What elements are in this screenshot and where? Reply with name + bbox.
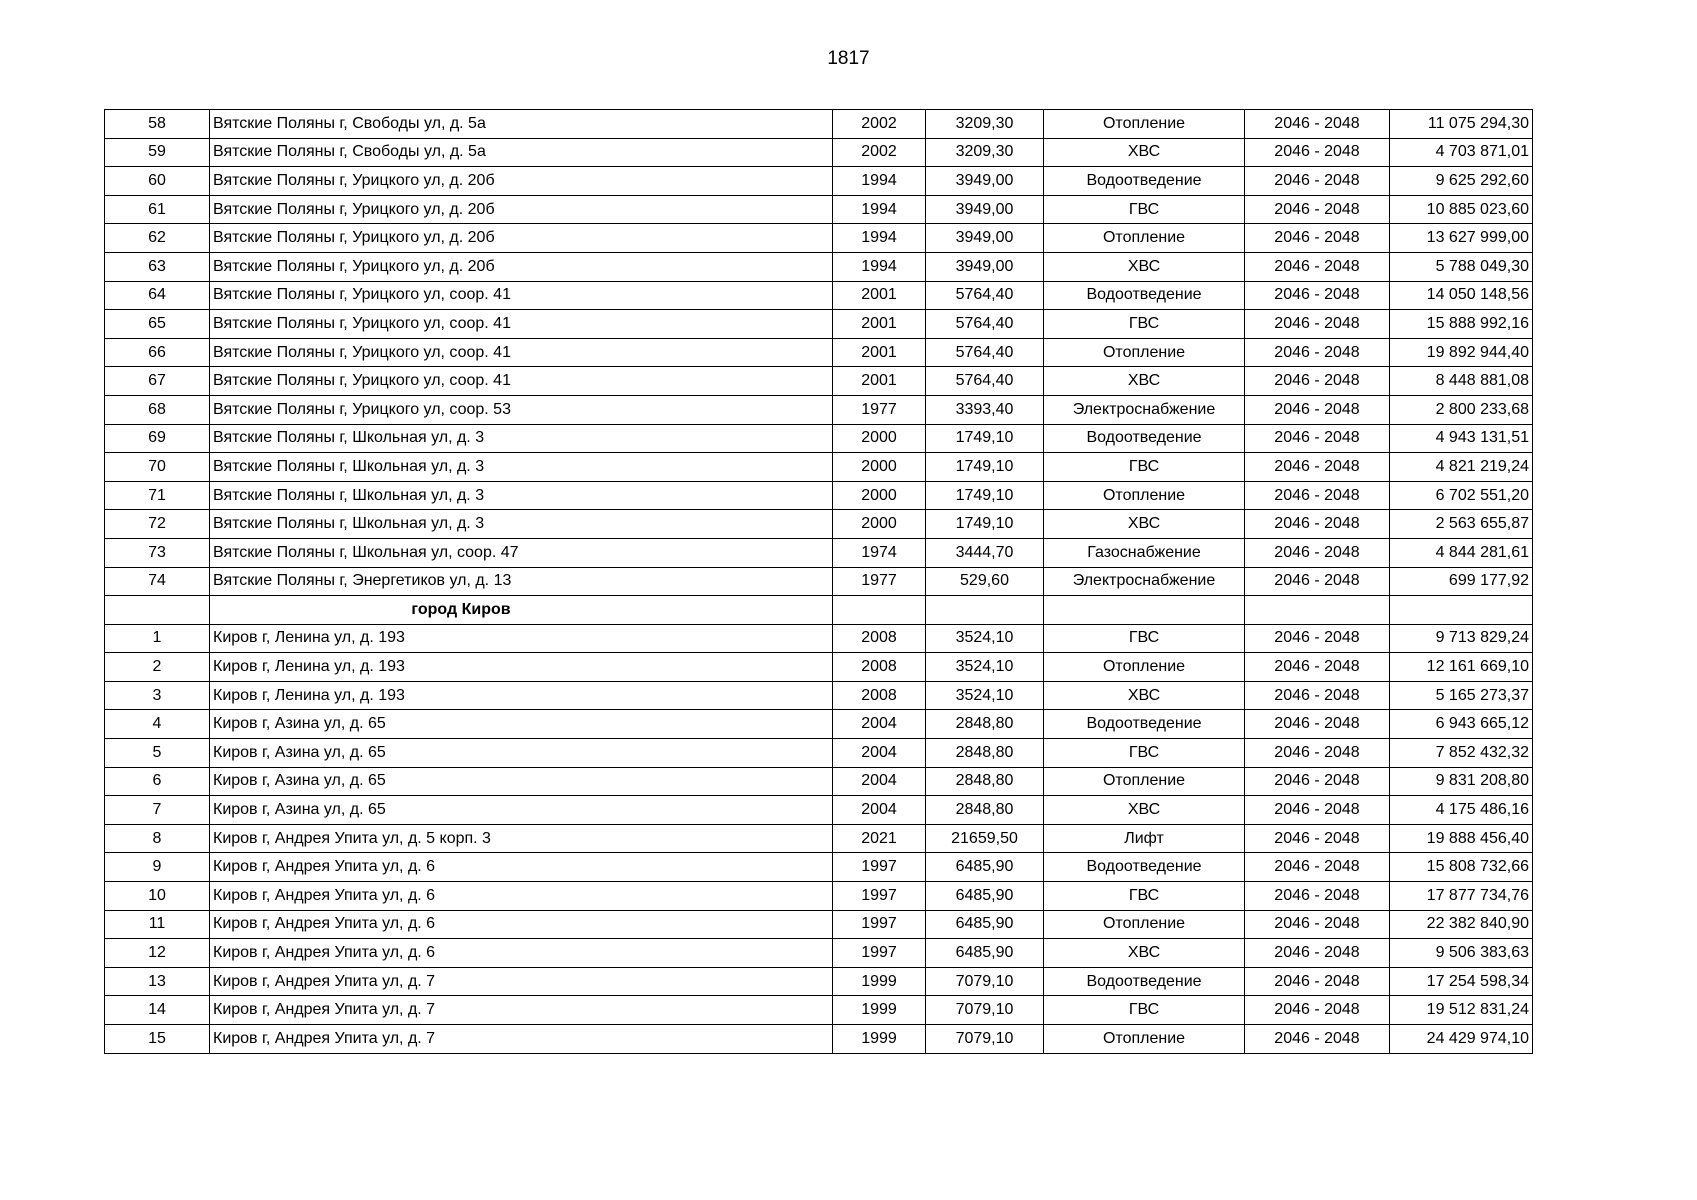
page-number: 1817: [827, 48, 870, 69]
period-cell: 2046 - 2048: [1245, 110, 1390, 139]
table-row: [105, 910, 1533, 939]
table-body: [105, 110, 1533, 1054]
service-type-cell: Водоотведение: [1044, 281, 1245, 310]
row-number-cell: 60: [105, 167, 210, 196]
service-type-cell: Отопление: [1044, 481, 1245, 510]
row-number-cell: 7: [105, 796, 210, 825]
year-cell: 2008: [833, 653, 926, 682]
address-cell: Киров г, Азина ул, д. 65: [210, 739, 833, 768]
period-cell: 2046 - 2048: [1245, 967, 1390, 996]
address-cell: Вятские Поляны г, Свободы ул, д. 5а: [210, 110, 833, 139]
year-cell: 1994: [833, 224, 926, 253]
address-cell: Киров г, Андрея Упита ул, д. 7: [210, 996, 833, 1025]
service-type-cell: Отопление: [1044, 110, 1245, 139]
row-number-cell: 61: [105, 195, 210, 224]
address-cell: Киров г, Андрея Упита ул, д. 7: [210, 967, 833, 996]
area-cell: 3524,10: [926, 624, 1044, 653]
table-row: [105, 853, 1533, 882]
table-row: [105, 224, 1533, 253]
cost-cell: 6 702 551,20: [1390, 481, 1533, 510]
year-cell: 1997: [833, 853, 926, 882]
cost-cell: 15 808 732,66: [1390, 853, 1533, 882]
address-cell: Вятские Поляны г, Урицкого ул, д. 20б: [210, 195, 833, 224]
period-cell: 2046 - 2048: [1245, 1025, 1390, 1054]
cost-cell: 699 177,92: [1390, 567, 1533, 596]
table-row: [105, 624, 1533, 653]
period-cell: 2046 - 2048: [1245, 367, 1390, 396]
row-number-cell: 13: [105, 967, 210, 996]
cost-cell: 2 800 233,68: [1390, 395, 1533, 424]
area-cell: [926, 596, 1044, 625]
period-cell: [1245, 596, 1390, 625]
service-type-cell: ГВС: [1044, 996, 1245, 1025]
address-cell: Вятские Поляны г, Урицкого ул, д. 20б: [210, 252, 833, 281]
service-type-cell: ХВС: [1044, 510, 1245, 539]
address-cell: Вятские Поляны г, Школьная ул, д. 3: [210, 481, 833, 510]
table-row: [105, 510, 1533, 539]
year-cell: 2000: [833, 453, 926, 482]
area-cell: 6485,90: [926, 939, 1044, 968]
row-number-cell: 4: [105, 710, 210, 739]
service-type-cell: ХВС: [1044, 138, 1245, 167]
cost-cell: 14 050 148,56: [1390, 281, 1533, 310]
cost-cell: 24 429 974,10: [1390, 1025, 1533, 1054]
service-type-cell: Водоотведение: [1044, 853, 1245, 882]
address-cell: Вятские Поляны г, Урицкого ул, соор. 41: [210, 310, 833, 339]
year-cell: 2008: [833, 624, 926, 653]
service-type-cell: ГВС: [1044, 624, 1245, 653]
row-number-cell: 70: [105, 453, 210, 482]
year-cell: 2001: [833, 310, 926, 339]
service-type-cell: ГВС: [1044, 882, 1245, 911]
year-cell: 2000: [833, 424, 926, 453]
year-cell: 1994: [833, 167, 926, 196]
cost-cell: 8 448 881,08: [1390, 367, 1533, 396]
area-cell: 3209,30: [926, 138, 1044, 167]
service-type-cell: Электроснабжение: [1044, 567, 1245, 596]
table-row: [105, 681, 1533, 710]
table-row: [105, 1025, 1533, 1054]
row-number-cell: 5: [105, 739, 210, 768]
address-cell: Киров г, Андрея Упита ул, д. 7: [210, 1025, 833, 1054]
area-cell: 3949,00: [926, 195, 1044, 224]
year-cell: 1974: [833, 538, 926, 567]
cost-cell: 19 512 831,24: [1390, 996, 1533, 1025]
period-cell: 2046 - 2048: [1245, 653, 1390, 682]
address-cell: Киров г, Андрея Упита ул, д. 6: [210, 882, 833, 911]
cost-cell: 17 877 734,76: [1390, 882, 1533, 911]
area-cell: 5764,40: [926, 367, 1044, 396]
repair-registry-table: [104, 109, 1533, 1054]
period-cell: 2046 - 2048: [1245, 481, 1390, 510]
area-cell: 7079,10: [926, 967, 1044, 996]
service-type-cell: Отопление: [1044, 224, 1245, 253]
cost-cell: 5 788 049,30: [1390, 252, 1533, 281]
area-cell: 6485,90: [926, 910, 1044, 939]
table-row: [105, 653, 1533, 682]
service-type-cell: Отопление: [1044, 653, 1245, 682]
service-type-cell: ХВС: [1044, 367, 1245, 396]
table-row: [105, 310, 1533, 339]
area-cell: 3209,30: [926, 110, 1044, 139]
address-cell: Киров г, Андрея Упита ул, д. 5 корп. 3: [210, 824, 833, 853]
period-cell: 2046 - 2048: [1245, 424, 1390, 453]
period-cell: 2046 - 2048: [1245, 453, 1390, 482]
row-number-cell: 66: [105, 338, 210, 367]
row-number-cell: 62: [105, 224, 210, 253]
year-cell: 1997: [833, 910, 926, 939]
row-number-cell: 71: [105, 481, 210, 510]
row-number-cell: 8: [105, 824, 210, 853]
period-cell: 2046 - 2048: [1245, 882, 1390, 911]
year-cell: 1999: [833, 996, 926, 1025]
section-title: [210, 596, 833, 625]
row-number-cell: 2: [105, 653, 210, 682]
table-row: [105, 395, 1533, 424]
row-number-cell: 63: [105, 252, 210, 281]
service-type-cell: ХВС: [1044, 939, 1245, 968]
row-number-cell: 9: [105, 853, 210, 882]
period-cell: 2046 - 2048: [1245, 338, 1390, 367]
cost-cell: [1390, 596, 1533, 625]
area-cell: 3393,40: [926, 395, 1044, 424]
cost-cell: 12 161 669,10: [1390, 653, 1533, 682]
table-row: [105, 796, 1533, 825]
area-cell: 3524,10: [926, 653, 1044, 682]
row-number-cell: [105, 596, 210, 625]
year-cell: 2001: [833, 281, 926, 310]
cost-cell: 4 943 131,51: [1390, 424, 1533, 453]
service-type-cell: Электроснабжение: [1044, 395, 1245, 424]
service-type-cell: ХВС: [1044, 681, 1245, 710]
service-type-cell: Отопление: [1044, 338, 1245, 367]
period-cell: 2046 - 2048: [1245, 195, 1390, 224]
table-row: [105, 195, 1533, 224]
period-cell: 2046 - 2048: [1245, 167, 1390, 196]
service-type-cell: Водоотведение: [1044, 710, 1245, 739]
row-number-cell: 73: [105, 538, 210, 567]
table-row: [105, 338, 1533, 367]
period-cell: 2046 - 2048: [1245, 510, 1390, 539]
area-cell: 2848,80: [926, 710, 1044, 739]
row-number-cell: 15: [105, 1025, 210, 1054]
year-cell: 1997: [833, 882, 926, 911]
address-cell: Киров г, Ленина ул, д. 193: [210, 681, 833, 710]
cost-cell: 10 885 023,60: [1390, 195, 1533, 224]
table-row: [105, 481, 1533, 510]
year-cell: 1977: [833, 395, 926, 424]
service-type-cell: ГВС: [1044, 739, 1245, 768]
cost-cell: 4 175 486,16: [1390, 796, 1533, 825]
cost-cell: 5 165 273,37: [1390, 681, 1533, 710]
cost-cell: 11 075 294,30: [1390, 110, 1533, 139]
area-cell: 2848,80: [926, 767, 1044, 796]
cost-cell: 9 713 829,24: [1390, 624, 1533, 653]
row-number-cell: 58: [105, 110, 210, 139]
table-row: [105, 739, 1533, 768]
cost-cell: 4 703 871,01: [1390, 138, 1533, 167]
cost-cell: 9 831 208,80: [1390, 767, 1533, 796]
service-type-cell: ХВС: [1044, 252, 1245, 281]
year-cell: 1977: [833, 567, 926, 596]
period-cell: 2046 - 2048: [1245, 910, 1390, 939]
year-cell: 1994: [833, 195, 926, 224]
service-type-cell: Газоснабжение: [1044, 538, 1245, 567]
service-type-cell: Лифт: [1044, 824, 1245, 853]
cost-cell: 4 821 219,24: [1390, 453, 1533, 482]
table-row: [105, 710, 1533, 739]
service-type-cell: ХВС: [1044, 796, 1245, 825]
area-cell: 6485,90: [926, 853, 1044, 882]
area-cell: 5764,40: [926, 338, 1044, 367]
row-number-cell: 6: [105, 767, 210, 796]
cost-cell: 17 254 598,34: [1390, 967, 1533, 996]
table-row: [105, 367, 1533, 396]
area-cell: 529,60: [926, 567, 1044, 596]
area-cell: 3524,10: [926, 681, 1044, 710]
period-cell: 2046 - 2048: [1245, 681, 1390, 710]
cost-cell: 7 852 432,32: [1390, 739, 1533, 768]
address-cell: Киров г, Андрея Упита ул, д. 6: [210, 910, 833, 939]
area-cell: 3949,00: [926, 252, 1044, 281]
period-cell: 2046 - 2048: [1245, 796, 1390, 825]
year-cell: [833, 596, 926, 625]
period-cell: 2046 - 2048: [1245, 824, 1390, 853]
year-cell: 2001: [833, 338, 926, 367]
row-number-cell: 72: [105, 510, 210, 539]
table-row: [105, 110, 1533, 139]
area-cell: 2848,80: [926, 796, 1044, 825]
address-cell: Киров г, Азина ул, д. 65: [210, 767, 833, 796]
period-cell: 2046 - 2048: [1245, 567, 1390, 596]
area-cell: 3949,00: [926, 167, 1044, 196]
address-cell: Киров г, Андрея Упита ул, д. 6: [210, 853, 833, 882]
table-row: [105, 252, 1533, 281]
row-number-cell: 69: [105, 424, 210, 453]
period-cell: 2046 - 2048: [1245, 710, 1390, 739]
address-cell: Вятские Поляны г, Урицкого ул, соор. 53: [210, 395, 833, 424]
service-type-cell: Водоотведение: [1044, 424, 1245, 453]
period-cell: 2046 - 2048: [1245, 310, 1390, 339]
row-number-cell: 14: [105, 996, 210, 1025]
address-cell: Вятские Поляны г, Свободы ул, д. 5а: [210, 138, 833, 167]
address-cell: Вятские Поляны г, Энергетиков ул, д. 13: [210, 567, 833, 596]
cost-cell: 6 943 665,12: [1390, 710, 1533, 739]
table-row: [105, 882, 1533, 911]
area-cell: 3444,70: [926, 538, 1044, 567]
area-cell: 3949,00: [926, 224, 1044, 253]
area-cell: 6485,90: [926, 882, 1044, 911]
address-cell: Киров г, Ленина ул, д. 193: [210, 624, 833, 653]
year-cell: 2008: [833, 681, 926, 710]
row-number-cell: 3: [105, 681, 210, 710]
table-row: [105, 538, 1533, 567]
table-row: [105, 967, 1533, 996]
year-cell: 2002: [833, 138, 926, 167]
address-cell: Вятские Поляны г, Школьная ул, д. 3: [210, 424, 833, 453]
table-row: [105, 138, 1533, 167]
period-cell: 2046 - 2048: [1245, 252, 1390, 281]
address-cell: Киров г, Андрея Упита ул, д. 6: [210, 939, 833, 968]
year-cell: 1994: [833, 252, 926, 281]
year-cell: 1999: [833, 1025, 926, 1054]
period-cell: 2046 - 2048: [1245, 939, 1390, 968]
area-cell: 1749,10: [926, 510, 1044, 539]
address-cell: Вятские Поляны г, Урицкого ул, соор. 41: [210, 367, 833, 396]
year-cell: 2021: [833, 824, 926, 853]
area-cell: 1749,10: [926, 453, 1044, 482]
service-type-cell: ГВС: [1044, 195, 1245, 224]
row-number-cell: 1: [105, 624, 210, 653]
cost-cell: 15 888 992,16: [1390, 310, 1533, 339]
address-cell: Вятские Поляны г, Школьная ул, д. 3: [210, 510, 833, 539]
row-number-cell: 74: [105, 567, 210, 596]
cost-cell: 9 506 383,63: [1390, 939, 1533, 968]
cost-cell: 9 625 292,60: [1390, 167, 1533, 196]
year-cell: 2000: [833, 481, 926, 510]
service-type-cell: Водоотведение: [1044, 167, 1245, 196]
address-cell: Вятские Поляны г, Урицкого ул, соор. 41: [210, 338, 833, 367]
service-type-cell: [1044, 596, 1245, 625]
area-cell: 5764,40: [926, 310, 1044, 339]
period-cell: 2046 - 2048: [1245, 739, 1390, 768]
year-cell: 2001: [833, 367, 926, 396]
row-number-cell: 67: [105, 367, 210, 396]
cost-cell: 2 563 655,87: [1390, 510, 1533, 539]
cost-cell: 13 627 999,00: [1390, 224, 1533, 253]
area-cell: 1749,10: [926, 424, 1044, 453]
year-cell: 2004: [833, 796, 926, 825]
table-row: [105, 453, 1533, 482]
row-number-cell: 12: [105, 939, 210, 968]
row-number-cell: 64: [105, 281, 210, 310]
year-cell: 2004: [833, 710, 926, 739]
year-cell: 2004: [833, 739, 926, 768]
address-cell: Киров г, Азина ул, д. 65: [210, 710, 833, 739]
period-cell: 2046 - 2048: [1245, 767, 1390, 796]
section-title-text: город Киров: [411, 600, 511, 618]
period-cell: 2046 - 2048: [1245, 395, 1390, 424]
cost-cell: 4 844 281,61: [1390, 538, 1533, 567]
period-cell: 2046 - 2048: [1245, 996, 1390, 1025]
period-cell: 2046 - 2048: [1245, 538, 1390, 567]
period-cell: 2046 - 2048: [1245, 281, 1390, 310]
year-cell: 2000: [833, 510, 926, 539]
address-cell: Киров г, Азина ул, д. 65: [210, 796, 833, 825]
year-cell: 1997: [833, 939, 926, 968]
period-cell: 2046 - 2048: [1245, 624, 1390, 653]
row-number-cell: 10: [105, 882, 210, 911]
address-cell: Вятские Поляны г, Урицкого ул, соор. 41: [210, 281, 833, 310]
row-number-cell: 11: [105, 910, 210, 939]
area-cell: 7079,10: [926, 1025, 1044, 1054]
section-header-row: [105, 596, 1533, 625]
service-type-cell: ГВС: [1044, 453, 1245, 482]
address-cell: Вятские Поляны г, Школьная ул, соор. 47: [210, 538, 833, 567]
area-cell: 5764,40: [926, 281, 1044, 310]
table-row: [105, 767, 1533, 796]
year-cell: 2004: [833, 767, 926, 796]
service-type-cell: ГВС: [1044, 310, 1245, 339]
cost-cell: 22 382 840,90: [1390, 910, 1533, 939]
area-cell: 7079,10: [926, 996, 1044, 1025]
table-row: [105, 167, 1533, 196]
service-type-cell: Отопление: [1044, 910, 1245, 939]
period-cell: 2046 - 2048: [1245, 853, 1390, 882]
address-cell: Вятские Поляны г, Урицкого ул, д. 20б: [210, 224, 833, 253]
row-number-cell: 59: [105, 138, 210, 167]
cost-cell: 19 892 944,40: [1390, 338, 1533, 367]
service-type-cell: Водоотведение: [1044, 967, 1245, 996]
period-cell: 2046 - 2048: [1245, 224, 1390, 253]
area-cell: 1749,10: [926, 481, 1044, 510]
area-cell: 21659,50: [926, 824, 1044, 853]
service-type-cell: Отопление: [1044, 767, 1245, 796]
table-row: [105, 567, 1533, 596]
table-row: [105, 996, 1533, 1025]
row-number-cell: 65: [105, 310, 210, 339]
service-type-cell: Отопление: [1044, 1025, 1245, 1054]
area-cell: 2848,80: [926, 739, 1044, 768]
address-cell: Киров г, Ленина ул, д. 193: [210, 653, 833, 682]
cost-cell: 19 888 456,40: [1390, 824, 1533, 853]
address-cell: Вятские Поляны г, Урицкого ул, д. 20б: [210, 167, 833, 196]
year-cell: 2002: [833, 110, 926, 139]
year-cell: 1999: [833, 967, 926, 996]
period-cell: 2046 - 2048: [1245, 138, 1390, 167]
table-row: [105, 824, 1533, 853]
table-row: [105, 424, 1533, 453]
table-row: [105, 939, 1533, 968]
address-cell: Вятские Поляны г, Школьная ул, д. 3: [210, 453, 833, 482]
table-row: [105, 281, 1533, 310]
row-number-cell: 68: [105, 395, 210, 424]
